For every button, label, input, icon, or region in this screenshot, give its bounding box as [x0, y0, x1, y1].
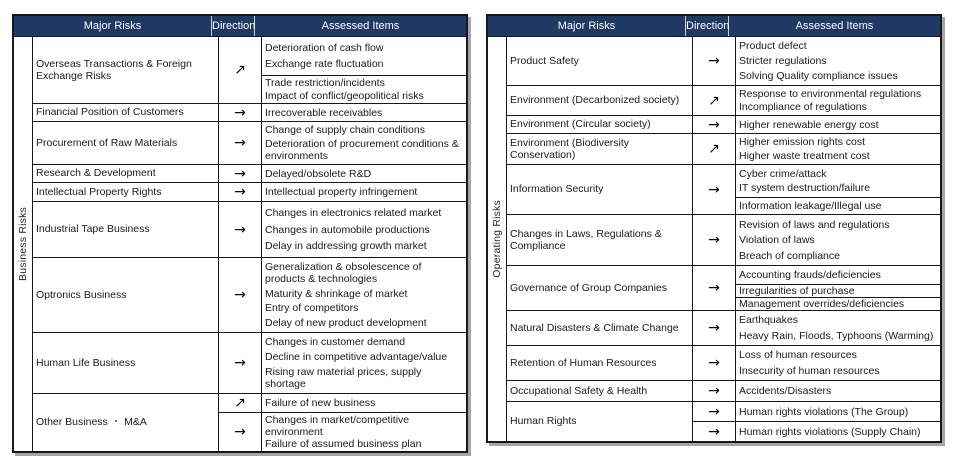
vertical-category-label: Operating Risks [491, 200, 503, 278]
assessed-cells [736, 422, 940, 441]
risk-rows [693, 116, 940, 133]
assessed-cells [262, 333, 466, 393]
trend-flat-arrow-icon: → [219, 165, 262, 182]
risk-row [693, 311, 940, 345]
risk-rows [693, 266, 940, 310]
assessed-cell [262, 165, 466, 182]
category-side-cell [488, 37, 507, 441]
risk-rows [219, 258, 466, 332]
risk-rows [693, 134, 940, 164]
assessed-item: Violation of laws [739, 234, 815, 246]
assessed-item: Breach of compliance [739, 249, 840, 262]
major-risk-name: Product Safety [507, 37, 693, 85]
assessed-cells [262, 122, 466, 164]
risk-group [507, 401, 940, 441]
assessed-cell [262, 394, 466, 412]
trend-up-arrow-icon: ↗ [219, 394, 262, 412]
trend-up-arrow-icon: ↗ [219, 37, 262, 103]
risk-group [33, 393, 466, 451]
risk-group [33, 164, 466, 182]
trend-flat-arrow-icon: → [693, 346, 736, 380]
trend-flat-arrow-icon: → [693, 165, 736, 214]
assessed-cell [262, 258, 466, 332]
header-major-risks: Major Risks [14, 16, 212, 36]
vertical-category-label: Business Risks [17, 207, 29, 281]
assessed-item: Accidents/Disasters [739, 385, 832, 397]
major-risk-name: Financial Position of Customers [33, 104, 219, 121]
trend-up-arrow-icon: ↗ [693, 134, 736, 164]
assessed-cell [262, 413, 466, 451]
trend-up-arrow-icon: ↗ [693, 86, 736, 115]
assessed-item: Entry of competitors [265, 302, 359, 315]
assessed-item: Insecurity of human resources [739, 364, 880, 377]
assessed-item: Generalization & obsolescence of products & technologies [265, 260, 422, 285]
assessed-item: Exchange rate fluctuation [265, 58, 384, 71]
assessed-item: Human rights violations (The Group) [739, 405, 909, 418]
assessed-cells [262, 413, 466, 451]
major-risk-name: Procurement of Raw Materials [33, 122, 219, 164]
table-body [14, 37, 466, 451]
major-risk-name: Optronics Business [33, 258, 219, 332]
trend-flat-arrow-icon: → [693, 116, 736, 133]
risk-row [219, 37, 466, 103]
risk-group [33, 332, 466, 393]
assessed-item: Solving Quality compliance issues [739, 70, 898, 82]
trend-flat-arrow-icon: → [693, 266, 736, 310]
major-risk-name: Other Business ・ M&A [33, 394, 219, 451]
major-risk-name: Environment (Decarbonized society) [507, 86, 693, 115]
risk-group [507, 85, 940, 115]
assessed-cell [262, 183, 466, 201]
major-risk-name: Human Life Business [33, 333, 219, 393]
assessed-item: Changes in automobile productions [265, 223, 430, 236]
assessed-cell [736, 37, 940, 85]
assessed-item: Maturity & shrinkage of market [265, 287, 408, 300]
risk-row [219, 333, 466, 393]
assessed-cells [262, 165, 466, 182]
risk-group [507, 214, 940, 265]
risk-rows [219, 104, 466, 121]
table-header [488, 16, 940, 37]
assessed-item: Delay of new product development [265, 317, 427, 330]
assessed-item: Higher waste treatment cost [739, 150, 870, 162]
risk-rows [219, 394, 466, 451]
major-risk-name: Environment (Biodiversity Conservation) [507, 134, 693, 164]
risk-rows [693, 215, 940, 265]
assessed-cell [262, 75, 466, 103]
header-assessed-items: Assessed Items [795, 20, 874, 32]
risk-rows [219, 165, 466, 182]
assessed-cell [262, 37, 466, 75]
major-risk-name: Industrial Tape Business [33, 202, 219, 257]
assessed-item: Delayed/obsolete R&D [265, 167, 372, 180]
assessed-item: Incompliance of regulations [739, 101, 867, 114]
header-direction: Direction [212, 16, 255, 36]
risk-row [219, 258, 466, 332]
risk-rows [693, 381, 940, 401]
major-risk-name: Information Security [507, 165, 693, 214]
risk-group [507, 380, 940, 401]
risk-row [693, 266, 940, 310]
assessed-item: Failure of new business [265, 397, 376, 409]
assessed-cells [262, 37, 466, 103]
assessed-item: Deterioration of procurement conditions & environments [265, 138, 459, 162]
trend-flat-arrow-icon: → [693, 381, 736, 401]
assessed-cell [736, 422, 940, 441]
risk-rows [693, 346, 940, 380]
assessed-item: IT system destruction/failure [739, 182, 871, 195]
risk-group [507, 115, 940, 133]
major-risk-name: Environment (Circular society) [507, 116, 693, 133]
assessed-item: Heavy Rain, Floods, Typhoons (Warming) [739, 329, 934, 342]
assessed-item: Response to environmental regulations [739, 87, 922, 100]
assessed-item: Change of supply chain conditions [265, 124, 425, 136]
assessed-cells [736, 215, 940, 265]
risk-group [507, 164, 940, 214]
major-risk-name: Occupational Safety & Health [507, 381, 693, 401]
assessed-item: Changes in customer demand [265, 336, 406, 348]
risk-rows [219, 202, 466, 257]
risk-row [693, 37, 940, 85]
trend-flat-arrow-icon: → [693, 422, 736, 441]
table-header [14, 16, 466, 37]
trend-flat-arrow-icon: → [219, 413, 262, 451]
risk-row [693, 421, 940, 441]
assessed-item: Management overrides/deficiencies [739, 298, 905, 310]
assessed-cells [736, 165, 940, 214]
assessed-item: Impact of conflict/geopolitical risks [265, 90, 424, 102]
header-assessed-items: Assessed Items [321, 20, 400, 32]
assessed-cell [736, 402, 940, 421]
assessed-cells [736, 37, 940, 85]
major-risk-name: Intellectual Property Rights [33, 183, 219, 201]
assessed-item: Rising raw material prices, supply shortage [265, 366, 422, 390]
trend-flat-arrow-icon: → [693, 311, 736, 345]
assessed-cell [736, 134, 940, 164]
assessed-cells [736, 402, 940, 421]
assessed-cell [262, 202, 466, 257]
assessed-cell [736, 297, 940, 310]
risk-row [219, 183, 466, 201]
risk-row [693, 381, 940, 401]
risk-group [507, 265, 940, 310]
risk-row [693, 346, 940, 380]
assessed-item: Revision of laws and regulations [739, 218, 890, 231]
major-risk-name: Governance of Group Companies [507, 266, 693, 310]
assessed-cell [736, 165, 940, 197]
risk-rows [219, 183, 466, 201]
risk-group [33, 121, 466, 164]
assessed-item: Higher renewable energy cost [739, 118, 879, 131]
assessed-cell [262, 333, 466, 393]
assessed-cell [736, 346, 940, 380]
table-body [488, 37, 940, 441]
risk-rows [219, 122, 466, 164]
risk-row [219, 122, 466, 164]
assessed-item: Information leakage/Illegal use [739, 200, 882, 212]
assessed-cell [262, 122, 466, 164]
assessed-cell [736, 116, 940, 133]
major-risk-name: Human Rights [507, 402, 693, 441]
assessed-cell [262, 104, 466, 121]
risk-groups [507, 37, 940, 441]
assessed-item: Accounting frauds/deficiencies [739, 269, 881, 281]
assessed-cells [736, 266, 940, 310]
assessed-item: Trade restriction/incidents [265, 77, 385, 89]
risk-group [507, 345, 940, 380]
assessed-item: Delay in addressing growth market [265, 240, 427, 253]
risk-rows [693, 165, 940, 214]
major-risk-name: Overseas Transactions & Foreign Exchange Risks [33, 37, 219, 103]
trend-flat-arrow-icon: → [219, 183, 262, 201]
risk-row [693, 86, 940, 115]
risk-group [33, 37, 466, 103]
major-risk-name: Changes in Laws, Regulations & Compliance [507, 215, 693, 265]
category-side-cell [14, 37, 33, 451]
risk-row [693, 402, 940, 421]
header-direction: Direction [686, 16, 729, 36]
risk-rows [219, 37, 466, 103]
risk-rows [693, 402, 940, 441]
assessed-cell [736, 86, 940, 115]
assessed-cell [736, 197, 940, 214]
trend-flat-arrow-icon: → [219, 258, 262, 332]
assessed-item: Product defect [739, 40, 807, 52]
assessed-cells [262, 394, 466, 412]
risk-row [219, 202, 466, 257]
assessed-item: Higher emission rights cost [739, 136, 866, 148]
risk-row [219, 104, 466, 121]
major-risk-name: Natural Disasters & Climate Change [507, 311, 693, 345]
assessed-cells [262, 183, 466, 201]
major-risk-name: Research & Development [33, 165, 219, 182]
assessed-cells [736, 346, 940, 380]
risk-row [219, 165, 466, 182]
assessed-cells [736, 86, 940, 115]
assessed-item: Loss of human resources [739, 349, 857, 362]
assessed-cells [262, 258, 466, 332]
assessed-cell [736, 215, 940, 265]
assessed-cells [736, 116, 940, 133]
trend-flat-arrow-icon: → [693, 37, 736, 85]
assessed-item: Intellectual property infringement [265, 186, 418, 198]
trend-flat-arrow-icon: → [219, 333, 262, 393]
risk-row [693, 215, 940, 265]
major-risk-name: Retention of Human Resources [507, 346, 693, 380]
assessed-cell [736, 284, 940, 297]
risk-row [693, 134, 940, 164]
risk-group [507, 133, 940, 164]
assessed-cell [736, 266, 940, 284]
risk-group [33, 103, 466, 121]
assessed-cell [736, 381, 940, 401]
risk-group [33, 257, 466, 332]
assessed-item: Cyber crime/attack [739, 167, 827, 180]
assessed-item: Earthquakes [739, 314, 798, 327]
trend-flat-arrow-icon: → [219, 122, 262, 164]
business-risks-table [12, 14, 468, 453]
header-major-risks: Major Risks [488, 16, 686, 36]
assessed-cells [736, 381, 940, 401]
risk-rows [693, 37, 940, 85]
trend-flat-arrow-icon: → [219, 202, 262, 257]
risk-row [219, 412, 466, 451]
risk-group [507, 310, 940, 345]
assessed-item: Decline in competitive advantage/value [265, 351, 448, 363]
assessed-cell [736, 311, 940, 345]
risk-row [693, 116, 940, 133]
assessed-item: Stricter regulations [739, 55, 827, 67]
operating-risks-table [486, 14, 942, 443]
risk-rows [219, 333, 466, 393]
assessed-item: Irrecoverable receivables [265, 106, 383, 119]
risk-row [693, 165, 940, 214]
trend-flat-arrow-icon: → [693, 215, 736, 265]
assessed-cells [736, 134, 940, 164]
trend-flat-arrow-icon: → [693, 402, 736, 421]
assessed-cells [262, 202, 466, 257]
assessed-item: Human rights violations (Supply Chain) [739, 425, 921, 438]
risk-groups [33, 37, 466, 451]
assessed-item: Failure of assumed business plan [265, 438, 422, 451]
assessed-item: Irregularities of purchase [739, 285, 855, 297]
trend-flat-arrow-icon: → [219, 104, 262, 121]
assessed-cells [262, 104, 466, 121]
risk-group [33, 182, 466, 201]
assessed-item: Deterioration of cash flow [265, 41, 384, 54]
risk-group [33, 201, 466, 257]
assessed-item: Changes in market/competitive environment [265, 413, 410, 438]
risk-row [219, 394, 466, 412]
risk-rows [693, 311, 940, 345]
risk-group [507, 37, 940, 85]
assessed-item: Changes in electronics related market [265, 206, 442, 219]
risk-rows [693, 86, 940, 115]
assessed-cells [736, 311, 940, 345]
